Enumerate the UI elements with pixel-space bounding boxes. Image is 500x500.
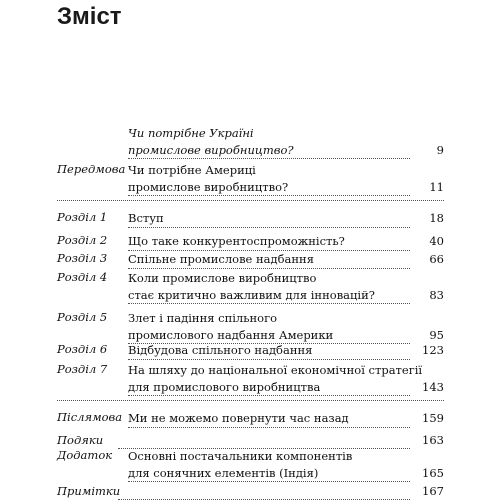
- toc-entry-page: 95: [429, 327, 444, 342]
- toc-entry-label: Розділ 5: [57, 310, 108, 324]
- toc-entry-title: [128, 362, 423, 396]
- page-title: Зміст: [57, 3, 122, 30]
- toc-entry-title-line: Спільне промислове надбання: [128, 252, 314, 266]
- toc-entry-title-line: На шляху до національної економічної стратегії: [128, 363, 423, 377]
- toc-entry-label: Розділ 4: [57, 270, 108, 284]
- toc-entry-title-line: Ми не можемо повернути час назад: [128, 411, 349, 425]
- toc-entry-title: [128, 162, 410, 196]
- toc-entry-title: [128, 310, 410, 344]
- toc-entry-title: [128, 251, 410, 269]
- toc-entry-title: [128, 448, 410, 482]
- toc-entry-label: Передмова: [57, 162, 126, 176]
- toc-entry-label: Розділ 7: [57, 362, 108, 376]
- toc-entry-title-line: Вступ: [128, 211, 164, 225]
- toc-entry-title-line: для промислового виробництва: [128, 379, 321, 394]
- toc-entry-page: 143: [422, 379, 444, 394]
- section-divider: [57, 200, 444, 201]
- toc-entry-title: [128, 270, 410, 304]
- toc-entry-title-line: промислове виробництво?: [128, 179, 289, 194]
- toc-entry-label: Розділ 3: [57, 251, 108, 265]
- toc-entry-title-line: Коли промислове виробництво: [128, 271, 317, 285]
- toc-entry-title-line: Відбудова спільного надбання: [128, 343, 313, 357]
- toc-entry-title-line: для сонячних елементів (Індія): [128, 465, 319, 480]
- toc-entry-page: 18: [429, 211, 444, 225]
- toc-entry-title: [128, 233, 410, 251]
- toc-entry-page: 66: [429, 252, 444, 266]
- toc-entry-page: 11: [429, 179, 444, 194]
- toc-entry-title-line: Чи потрібне Україні: [128, 126, 254, 140]
- toc-entry-page: 123: [422, 343, 444, 357]
- toc-entry-label: Розділ 6: [57, 342, 108, 356]
- section-divider: [57, 400, 444, 401]
- toc-entry-label: Додаток: [57, 448, 113, 462]
- toc-entry-title: [128, 410, 410, 428]
- toc-entry-page: 163: [422, 433, 444, 447]
- toc-entry-title-line: промислового надбання Америки: [128, 327, 334, 342]
- toc-entry-page: 165: [422, 465, 444, 480]
- toc-entry-title-line: Злет і падіння спільного: [128, 311, 278, 325]
- toc-entry-label: Післямова: [57, 410, 123, 424]
- toc-entry-label: Розділ 1: [57, 210, 108, 224]
- toc-entry-label: Розділ 2: [57, 233, 108, 247]
- toc-entry-title-line: Чи потрібне Америці: [128, 163, 256, 177]
- toc-entry-title: [128, 125, 410, 159]
- toc-entry-title-line: стає критично важливим для інновацій?: [128, 287, 375, 302]
- toc-entry-label: Примітки: [57, 484, 121, 498]
- toc-entry-page: 167: [422, 484, 444, 498]
- toc-entry-label: Подяки: [57, 433, 104, 447]
- toc-entry-title-line: Що таке конкурентоспроможність?: [128, 234, 345, 248]
- toc-entry-title: [128, 210, 410, 228]
- toc-entry-title-line: промислове виробництво?: [128, 142, 294, 157]
- toc-entry-title-line: Основні постачальники компонентів: [128, 449, 353, 463]
- toc-entry-page: 159: [422, 411, 444, 425]
- toc-entry-title: [128, 342, 410, 360]
- toc-entry-page: 83: [429, 287, 444, 302]
- toc-entry-page: 40: [429, 234, 444, 248]
- toc-entry-page: 9: [436, 142, 444, 157]
